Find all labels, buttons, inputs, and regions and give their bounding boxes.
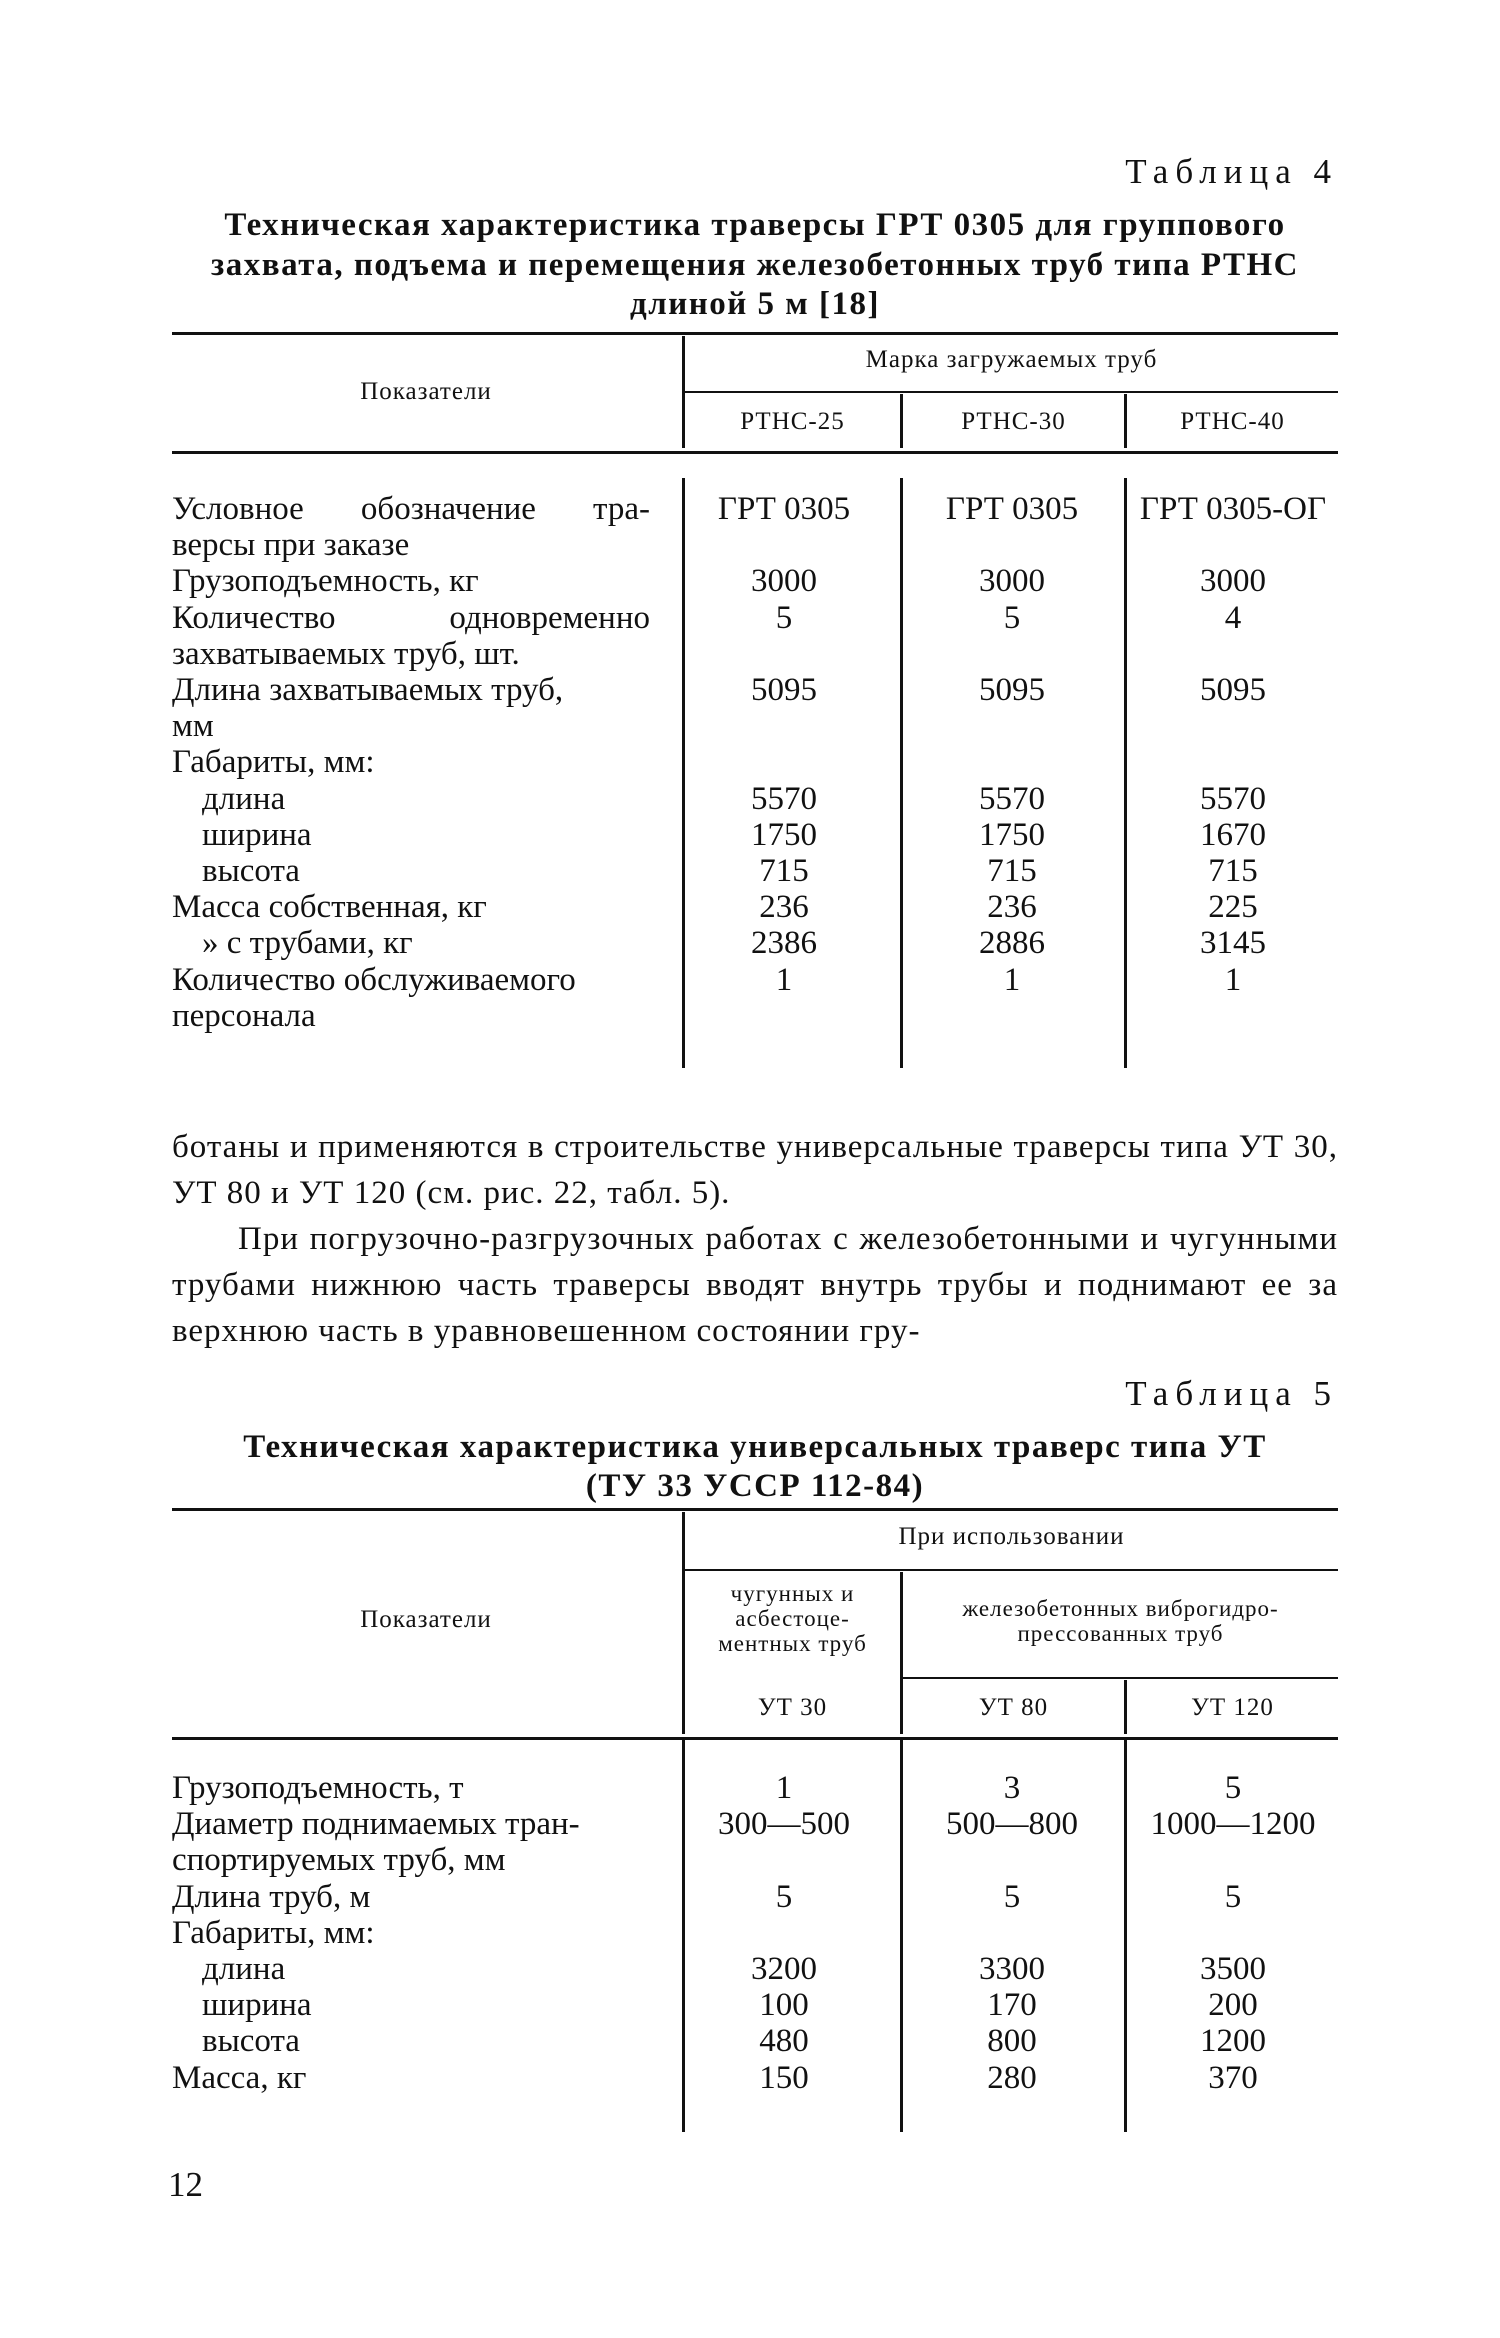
row-value: 280 <box>987 2059 1037 2096</box>
row-label: Грузоподъемность, кг <box>172 563 479 600</box>
table-5-params-header: Показатели <box>360 1606 492 1633</box>
row-value: 225 <box>1208 889 1258 926</box>
subheader-line: асбестоце- <box>735 1606 850 1631</box>
table-4-header-rule <box>172 451 1338 454</box>
row-value: 3145 <box>1200 925 1266 962</box>
row-value: 3200 <box>751 1951 817 1987</box>
row-label: Условное обозначение тра- <box>172 491 650 527</box>
table-5-divider <box>900 1740 903 2132</box>
row-label: Длина труб, м <box>172 1878 371 1915</box>
body-paragraph: ботаны и применяются в строительстве универсальные траверсы типа УТ 30, УТ 80 и УТ 120 (см. рис. 22, табл. 5). <box>172 1129 1338 1211</box>
row-value: 5570 <box>751 780 817 817</box>
row-label: Количество обслуживаемого <box>172 961 576 998</box>
row-value: 5 <box>775 1878 793 1915</box>
row-value: 1 <box>775 1770 793 1806</box>
subheader-line: ментных труб <box>718 1631 867 1656</box>
row-label: Габариты, мм: <box>172 744 375 781</box>
row-value: 1750 <box>751 816 817 853</box>
row-label: » с трубами, кг <box>202 925 413 962</box>
row-value: 3300 <box>979 1951 1045 1987</box>
row-label: Габариты, мм: <box>172 1914 375 1951</box>
row-value: 3000 <box>979 563 1045 600</box>
row-value: 5 <box>1003 1878 1021 1915</box>
row-value: ГРТ 0305-ОГ <box>1139 491 1327 527</box>
row-value: 715 <box>1208 853 1258 889</box>
row-label: высота <box>202 853 300 889</box>
row-value: 1750 <box>979 816 1045 853</box>
row-label: Масса, кг <box>172 2059 307 2096</box>
row-value: 715 <box>759 853 809 889</box>
subheader-line: чугунных и <box>730 1581 855 1606</box>
row-value: 480 <box>759 2023 809 2060</box>
row-value: 5 <box>1003 599 1021 636</box>
row-value: 5 <box>1224 1770 1242 1806</box>
table-4-divider <box>900 478 903 1068</box>
row-value: 3000 <box>751 563 817 600</box>
table-5-col-header: УТ 80 <box>978 1694 1049 1721</box>
row-value: 150 <box>759 2059 809 2096</box>
row-label: спортируемых труб, мм <box>172 1842 506 1879</box>
table-4-caption-line-1: Техническая характеристика траверсы ГРТ 0305 для группового <box>224 207 1286 243</box>
row-label: Грузоподъемность, т <box>172 1770 464 1806</box>
row-value: 3000 <box>1200 563 1266 600</box>
table-5-subheader-cast-iron <box>685 1581 900 1656</box>
table-4-group-header: Марка загружаемых труб <box>865 346 1158 373</box>
row-value: 2886 <box>979 925 1045 962</box>
table-4-label: Таблица 4 <box>1125 152 1338 191</box>
row-value: 500—800 <box>946 1806 1078 1843</box>
row-value: 5095 <box>751 672 817 708</box>
row-label: Масса собственная, кг <box>172 889 487 926</box>
row-value: 4 <box>1224 599 1242 636</box>
row-label: ширина <box>202 816 312 853</box>
row-label: персонала <box>172 997 316 1034</box>
table-4-col-header: РТНС-40 <box>1180 408 1285 435</box>
table-5-sub-rule <box>903 1677 1338 1679</box>
table-5-group-header: При использовании <box>898 1523 1125 1550</box>
row-value: 1000—1200 <box>1150 1806 1316 1843</box>
row-value: 5570 <box>1200 780 1266 817</box>
subheader-line: железобетонных виброгидро- <box>962 1596 1279 1621</box>
row-value: 1200 <box>1200 2023 1266 2060</box>
row-label: мм <box>172 708 214 745</box>
row-label: высота <box>202 2023 300 2060</box>
row-value: 3 <box>1003 1770 1021 1806</box>
row-value: 5095 <box>979 672 1045 708</box>
table-4-params-header: Показатели <box>360 378 492 405</box>
table-5-col-header: УТ 30 <box>757 1694 828 1721</box>
row-value: 100 <box>759 1987 809 2024</box>
row-value: 5095 <box>1200 672 1266 708</box>
table-5-top-rule <box>172 1508 1338 1511</box>
row-label: длина <box>202 1951 286 1987</box>
table-4-col-header: РТНС-25 <box>740 408 845 435</box>
table-4-caption-line-2: захвата, подъема и перемещения железобетонных труб типа РТНС <box>211 247 1299 283</box>
subheader-line: прессованных труб <box>1017 1621 1224 1646</box>
table-5-col-header: УТ 120 <box>1191 1694 1274 1721</box>
row-value: 1 <box>775 961 793 998</box>
row-value: ГРТ 0305 <box>945 491 1079 527</box>
row-value: 5570 <box>979 780 1045 817</box>
table-4-group-rule <box>685 391 1338 393</box>
row-label: версы при заказе <box>172 527 410 564</box>
row-label: длина <box>202 780 286 817</box>
table-5-caption-line-2: (ТУ 33 УССР 112-84) <box>585 1468 925 1504</box>
row-label: захватываемых труб, шт. <box>172 635 520 672</box>
table-5-caption-line-1: Техническая характеристика универсальных траверс типа УТ <box>243 1429 1267 1465</box>
body-paragraph: При погрузочно-разгрузочных работах с железобетонными и чугунными трубами нижнюю часть траверсы вводят внутрь трубы и поднимают ее за верхнюю часть в уравновешенном состоянии гру- <box>172 1221 1338 1349</box>
row-value: 170 <box>987 1987 1037 2024</box>
row-value: 236 <box>759 889 809 926</box>
row-value: 1 <box>1224 961 1242 998</box>
row-value: 5 <box>1224 1878 1242 1915</box>
row-value: 3500 <box>1200 1951 1266 1987</box>
table-5-group-rule <box>685 1569 1338 1571</box>
table-5-header-rule <box>172 1737 1338 1740</box>
row-value: 236 <box>987 889 1037 926</box>
row-value: 715 <box>987 853 1037 889</box>
table-5-label: Таблица 5 <box>1125 1374 1338 1413</box>
row-value: 2386 <box>751 925 817 962</box>
table-4-caption-line-3: длиной 5 м [18] <box>630 286 880 322</box>
row-label: Длина захватываемых труб, <box>172 672 564 708</box>
row-value: ГРТ 0305 <box>717 491 851 527</box>
table-5-subheader-concrete <box>903 1596 1338 1646</box>
row-value: 1 <box>1003 961 1021 998</box>
row-label: Диаметр поднимаемых тран- <box>172 1806 580 1843</box>
table-4-top-rule <box>172 332 1338 335</box>
row-value: 5 <box>775 599 793 636</box>
row-value: 370 <box>1208 2059 1258 2096</box>
row-value: 1670 <box>1200 816 1266 853</box>
table-4-col-header: РТНС-30 <box>961 408 1066 435</box>
row-label: ширина <box>202 1987 312 2024</box>
row-value: 300—500 <box>718 1806 850 1843</box>
row-value: 200 <box>1208 1987 1258 2024</box>
page-number: 12 <box>168 2165 203 2204</box>
row-value: 800 <box>987 2023 1037 2060</box>
row-label: Количество одновременно <box>172 599 650 636</box>
